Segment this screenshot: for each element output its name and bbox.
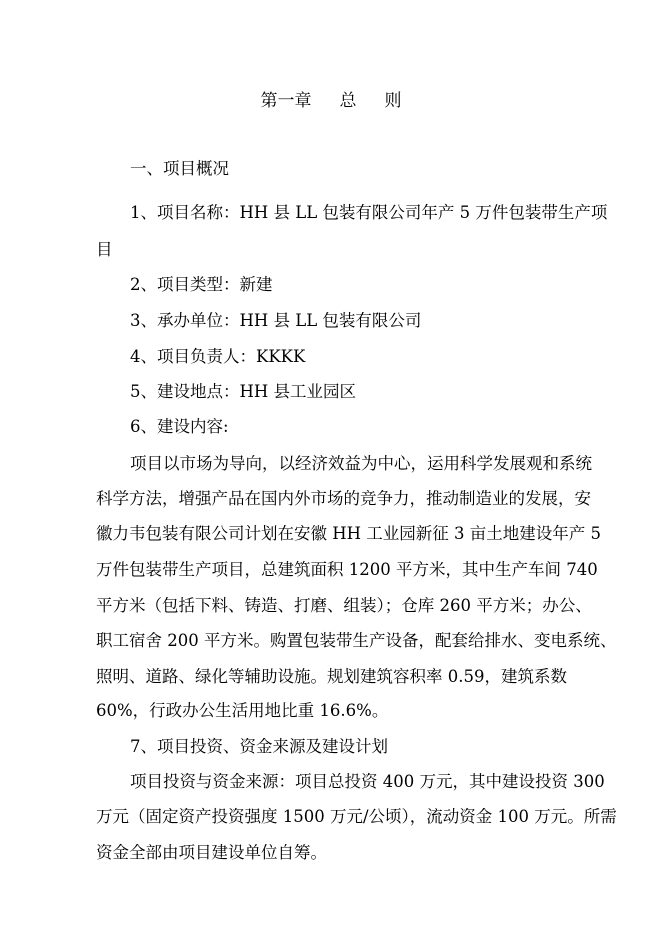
item-project-type: 2、项目类型：新建 <box>130 275 273 294</box>
chapter-title-part: 则 <box>384 91 402 111</box>
paragraph-line: 万元（固定资产投资强度 1500 万元/公顷），流动资金 100 万元。所需 <box>96 807 617 826</box>
paragraph-line: 徽力韦包装有限公司计划在安徽 HH 工业园新征 3 亩土地建设年产 5 <box>96 524 601 543</box>
paragraph-line: 资金全部由项目建设单位自筹。 <box>96 843 327 862</box>
paragraph-line: 科学方法，增强产品在国内外市场的竞争力，推动制造业的发展，安 <box>96 489 591 508</box>
paragraph-line: 60%，行政办公生活用地比重 16.6%。 <box>96 701 389 720</box>
paragraph-line: 照明、道路、绿化等辅助设施。规划建筑容积率 0.59，建筑系数 <box>96 667 567 686</box>
paragraph-line: 职工宿舍 200 平方米。购置包装带生产设备，配套给排水、变电系统、 <box>96 631 617 650</box>
item-investment: 7、项目投资、资金来源及建设计划 <box>130 737 388 756</box>
chapter-title <box>0 90 662 112</box>
paragraph-line: 项目以市场为导向，以经济效益为中心，运用科学发展观和系统 <box>130 454 592 473</box>
paragraph-line: 项目投资与资金来源：项目总投资 400 万元，其中建设投资 300 <box>130 772 605 791</box>
item-project-name-cont: 目 <box>96 240 113 259</box>
item-location: 5、建设地点：HH 县工业园区 <box>130 382 357 401</box>
chapter-title-part: 总 <box>339 91 357 111</box>
paragraph-line: 平方米（包括下料、铸造、打磨、组装）；仓库 260 平方米；办公、 <box>96 596 592 615</box>
item-project-name: 1、项目名称：HH 县 LL 包装有限公司年产 5 万件包装带生产项 <box>130 203 608 222</box>
paragraph-line: 万件包装带生产项目，总建筑面积 1200 平方米，其中生产车间 740 <box>96 560 598 579</box>
section-heading: 一、项目概况 <box>130 159 229 178</box>
item-construction-content: 6、建设内容: <box>130 417 229 436</box>
item-project-leader: 4、项目负责人：KKKK <box>130 347 306 366</box>
chapter-title-part: 第一章 <box>260 91 312 111</box>
item-undertaker: 3、承办单位：HH 县 LL 包装有限公司 <box>130 311 422 330</box>
